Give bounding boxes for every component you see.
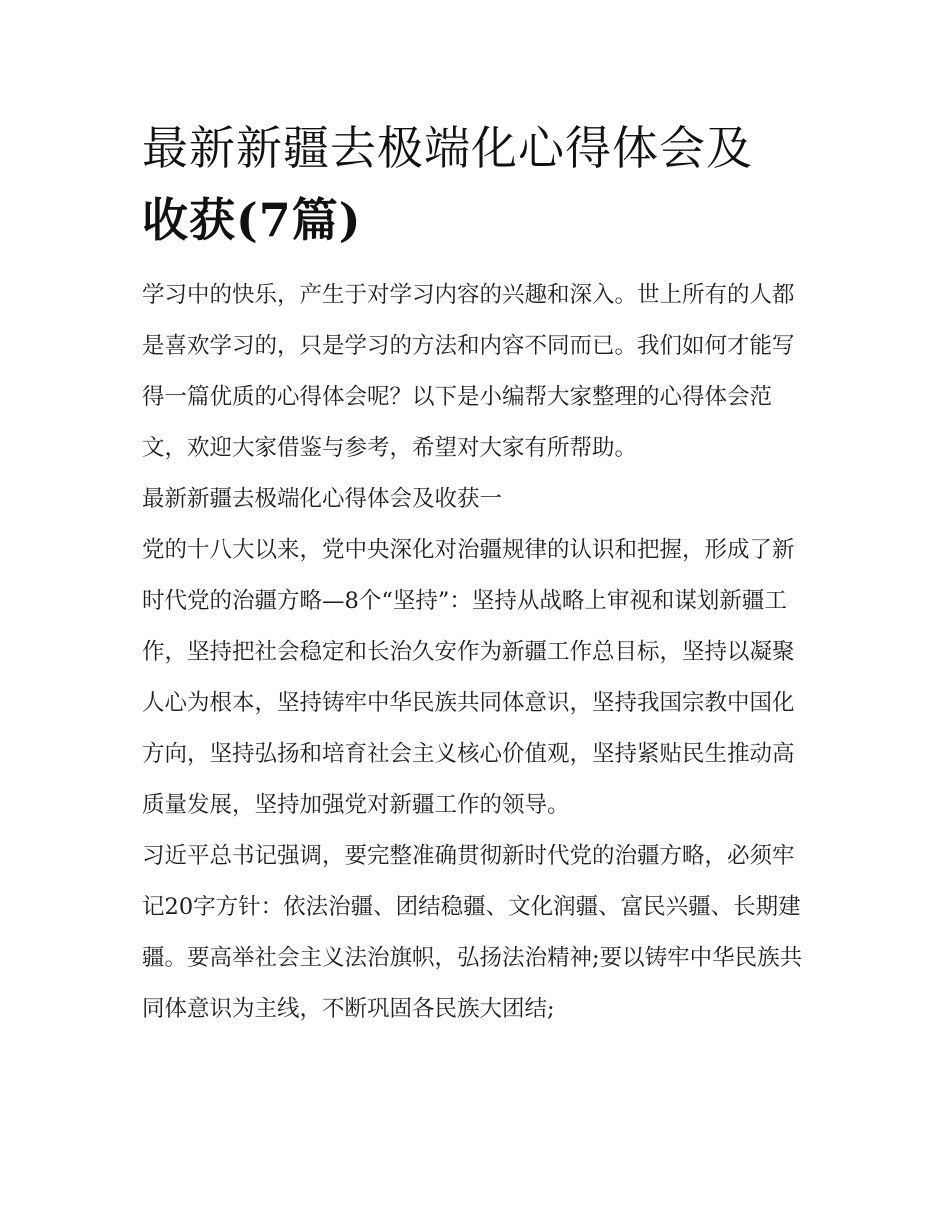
document-content	[142, 112, 814, 1035]
title-line-2: 收获(7篇)	[142, 193, 362, 247]
intro-paragraph: 学习中的快乐，产生于对学习内容的兴趣和深入。世上所有的人都是喜欢学习的，只是学习的方法和内容不同而已。我们如何才能写得一篇优质的心得体会呢？以下是小编帮大家整理的心得体会范文，欢迎大家借鉴与参考，希望对大家有所帮助。	[142, 282, 795, 461]
title-line-1: 最新新疆去极端化心得体会及	[142, 121, 753, 175]
document-title	[142, 112, 814, 256]
section-heading: 最新新疆去极端化心得体会及收获一	[142, 486, 503, 512]
document-body	[142, 270, 814, 1035]
body-paragraph: 党的十八大以来，党中央深化对治疆规律的认识和把握，形成了新时代党的治疆方略—8个“坚持”：坚持从战略上审视和谋划新疆工作，坚持把社会稳定和长治久安作为新疆工作总目标，坚持以凝聚人心为根本，坚持铸牢中华民族共同体意识，坚持我国宗教中国化方向，坚持弘扬和培育社会主义核心价值观，坚持紧贴民生推动高质量发展，坚持加强党对新疆工作的领导。	[142, 537, 795, 818]
body-paragraph: 习近平总书记强调，要完整准确贯彻新时代党的治疆方略，必须牢记20字方针：依法治疆、团结稳疆、文化润疆、富民兴疆、长期建疆。要高举社会主义法治旗帜，弘扬法治精神;要以铸牢中华民族共同体意识为主线，不断巩固各民族大团结;	[142, 843, 803, 1022]
